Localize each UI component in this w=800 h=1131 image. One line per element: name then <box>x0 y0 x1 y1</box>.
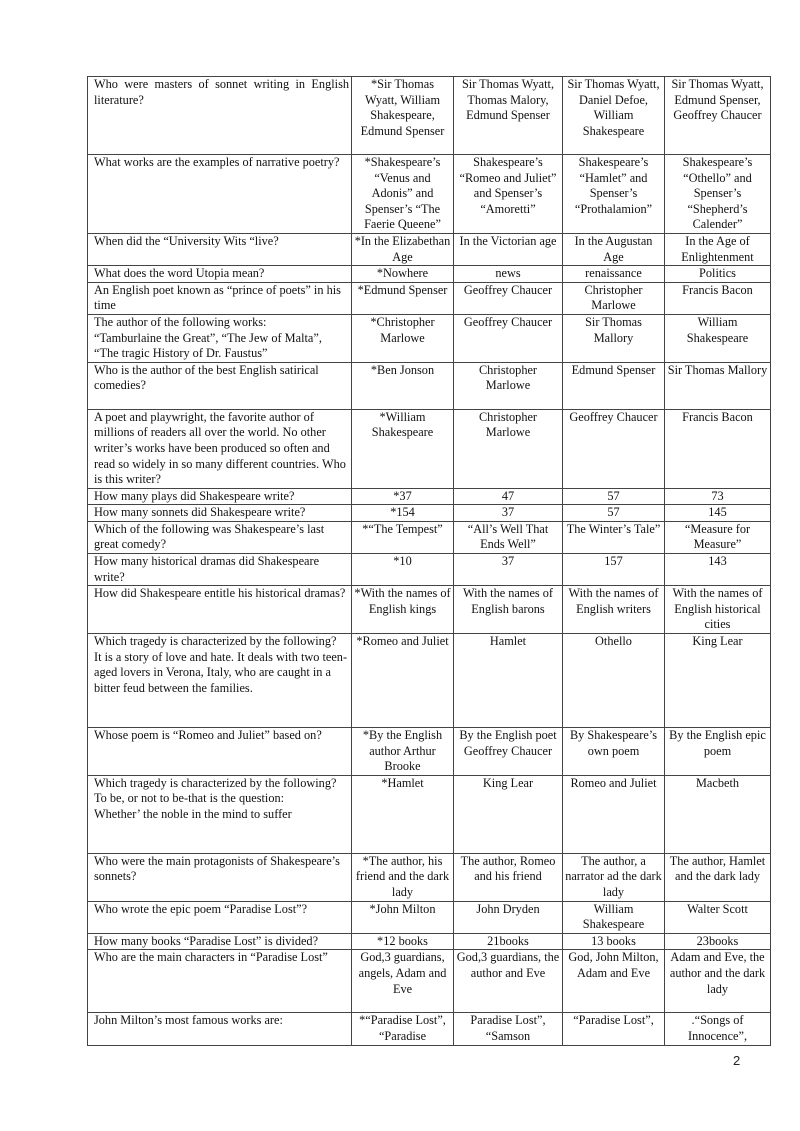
table-row <box>88 521 771 553</box>
answer-option-cell: Sir Thomas Wyatt, Daniel Defoe, William Shakespeare <box>563 77 665 155</box>
quiz-table-body <box>88 77 771 1046</box>
answer-option-cell: 145 <box>665 505 771 522</box>
answer-option-cell: *12 books <box>352 933 454 950</box>
answer-option-cell: Geoffrey Chaucer <box>454 314 563 362</box>
answer-option-cell: 13 books <box>563 933 665 950</box>
answer-option-cell: King Lear <box>454 775 563 853</box>
answer-option-cell: Francis Bacon <box>665 409 771 488</box>
answer-option-cell: 143 <box>665 554 771 586</box>
answer-option-cell: *William Shakespeare <box>352 409 454 488</box>
question-cell: How many historical dramas did Shakespeare write? <box>88 554 352 586</box>
answer-option-cell: Walter Scott <box>665 901 771 933</box>
answer-option-cell: In the Victorian age <box>454 233 563 265</box>
answer-option-cell: Sir Thomas Mallory <box>563 314 665 362</box>
answer-option-cell: By the English poet Geoffrey Chaucer <box>454 728 563 776</box>
table-row <box>88 853 771 901</box>
question-cell: What does the word Utopia mean? <box>88 266 352 283</box>
answer-option-cell: Othello <box>563 634 665 728</box>
question-cell: Whose poem is “Romeo and Juliet” based on? <box>88 728 352 776</box>
question-cell: John Milton’s most famous works are: <box>88 1013 352 1045</box>
answer-option-cell: By Shakespeare’s own poem <box>563 728 665 776</box>
answer-option-cell: “All’s Well That Ends Well” <box>454 521 563 553</box>
answer-option-cell: The author, Romeo and his friend <box>454 853 563 901</box>
answer-option-cell: 157 <box>563 554 665 586</box>
table-row <box>88 282 771 314</box>
table-row <box>88 266 771 283</box>
answer-option-cell: By the English epic poem <box>665 728 771 776</box>
answer-option-cell: The Winter’s Tale” <box>563 521 665 553</box>
table-row <box>88 634 771 728</box>
answer-option-cell: The author, a narrator ad the dark lady <box>563 853 665 901</box>
question-cell: Who are the main characters in “Paradise Lost” <box>88 950 352 1013</box>
answer-option-cell: *10 <box>352 554 454 586</box>
question-cell: An English poet known as “prince of poets” in his time <box>88 282 352 314</box>
answer-option-cell: Christopher Marlowe <box>454 362 563 409</box>
table-row <box>88 314 771 362</box>
answer-option-cell: Shakespeare’s “Romeo and Juliet” and Spenser’s “Amoretti” <box>454 155 563 234</box>
answer-option-cell: *Sir Thomas Wyatt, William Shakespeare, Edmund Spenser <box>352 77 454 155</box>
table-row <box>88 933 771 950</box>
answer-option-cell: *John Milton <box>352 901 454 933</box>
answer-option-cell: *The author, his friend and the dark lady <box>352 853 454 901</box>
answer-option-cell: Sir Thomas Mallory <box>665 362 771 409</box>
question-cell: How did Shakespeare entitle his historical dramas? <box>88 586 352 634</box>
question-cell: How many books “Paradise Lost” is divided? <box>88 933 352 950</box>
answer-option-cell: 47 <box>454 488 563 505</box>
table-row <box>88 554 771 586</box>
table-row <box>88 409 771 488</box>
answer-option-cell: In the Age of Enlightenment <box>665 233 771 265</box>
quiz-table <box>87 76 771 1046</box>
answer-option-cell: With the names of English barons <box>454 586 563 634</box>
answer-option-cell: Paradise Lost”, “Samson <box>454 1013 563 1045</box>
answer-option-cell: “Measure for Measure” <box>665 521 771 553</box>
question-cell: How many sonnets did Shakespeare write? <box>88 505 352 522</box>
answer-option-cell: Politics <box>665 266 771 283</box>
answer-option-cell: *“Paradise Lost”, “Paradise <box>352 1013 454 1045</box>
question-cell: Which tragedy is characterized by the following? It is a story of love and hate. It deals with two teen-aged lovers in Verona, Italy, who are caught in a bitter feud between the families. <box>88 634 352 728</box>
answer-option-cell: The author, Hamlet and the dark lady <box>665 853 771 901</box>
answer-option-cell: *Christopher Marlowe <box>352 314 454 362</box>
answer-option-cell: 57 <box>563 488 665 505</box>
answer-option-cell: 57 <box>563 505 665 522</box>
table-row <box>88 155 771 234</box>
answer-option-cell: 37 <box>454 554 563 586</box>
answer-option-cell: Edmund Spenser <box>563 362 665 409</box>
answer-option-cell: Geoffrey Chaucer <box>454 282 563 314</box>
answer-option-cell: Macbeth <box>665 775 771 853</box>
answer-option-cell: *Ben Jonson <box>352 362 454 409</box>
answer-option-cell: Christopher Marlowe <box>563 282 665 314</box>
question-cell: The author of the following works: “Tamburlaine the Great”, “The Jew of Malta”, “The tragic History of Dr. Faustus” <box>88 314 352 362</box>
table-row <box>88 362 771 409</box>
answer-option-cell: Christopher Marlowe <box>454 409 563 488</box>
answer-option-cell: *154 <box>352 505 454 522</box>
answer-option-cell: *37 <box>352 488 454 505</box>
answer-option-cell: renaissance <box>563 266 665 283</box>
question-cell: Who wrote the epic poem “Paradise Lost”? <box>88 901 352 933</box>
answer-option-cell: King Lear <box>665 634 771 728</box>
question-cell: What works are the examples of narrative poetry? <box>88 155 352 234</box>
answer-option-cell: *Shakespeare’s “Venus and Adonis” and Spenser’s “The Faerie Queene” <box>352 155 454 234</box>
answer-option-cell: God, John Milton, Adam and Eve <box>563 950 665 1013</box>
question-cell: Who were masters of sonnet writing in English literature? <box>88 77 352 155</box>
answer-option-cell: Adam and Eve, the author and the dark lady <box>665 950 771 1013</box>
question-cell: Who is the author of the best English satirical comedies? <box>88 362 352 409</box>
answer-option-cell: 37 <box>454 505 563 522</box>
table-row <box>88 233 771 265</box>
question-cell: How many plays did Shakespeare write? <box>88 488 352 505</box>
answer-option-cell: Geoffrey Chaucer <box>563 409 665 488</box>
answer-option-cell: Sir Thomas Wyatt, Edmund Spenser, Geoffrey Chaucer <box>665 77 771 155</box>
table-row <box>88 488 771 505</box>
page-number: 2 <box>733 1053 741 1068</box>
answer-option-cell: *Edmund Spenser <box>352 282 454 314</box>
answer-option-cell: *Nowhere <box>352 266 454 283</box>
answer-option-cell: Shakespeare’s “Othello” and Spenser’s “Shepherd’s Calender” <box>665 155 771 234</box>
answer-option-cell: John Dryden <box>454 901 563 933</box>
question-cell: Which of the following was Shakespeare’s last great comedy? <box>88 521 352 553</box>
answer-option-cell: In the Augustan Age <box>563 233 665 265</box>
table-row <box>88 775 771 853</box>
answer-option-cell: Sir Thomas Wyatt, Thomas Malory, Edmund Spenser <box>454 77 563 155</box>
answer-option-cell: With the names of English historical cities <box>665 586 771 634</box>
table-row <box>88 77 771 155</box>
answer-option-cell: God,3 guardians, the author and Eve <box>454 950 563 1013</box>
question-cell: When did the “University Wits “live? <box>88 233 352 265</box>
answer-option-cell: 23books <box>665 933 771 950</box>
answer-option-cell: With the names of English writers <box>563 586 665 634</box>
answer-option-cell: *Romeo and Juliet <box>352 634 454 728</box>
answer-option-cell: *By the English author Arthur Brooke <box>352 728 454 776</box>
answer-option-cell: 21books <box>454 933 563 950</box>
question-cell: Which tragedy is characterized by the following? To be, or not to be-that is the question: Whether’ the noble in the mind to suffer <box>88 775 352 853</box>
table-row <box>88 901 771 933</box>
table-row <box>88 586 771 634</box>
answer-option-cell: *Hamlet <box>352 775 454 853</box>
answer-option-cell: Hamlet <box>454 634 563 728</box>
answer-option-cell: Romeo and Juliet <box>563 775 665 853</box>
table-row <box>88 728 771 776</box>
answer-option-cell: 73 <box>665 488 771 505</box>
question-cell: A poet and playwright, the favorite author of millions of readers all over the world. No other writer’s works have been produced so often and read so widely in so many different countries. Who is this writer? <box>88 409 352 488</box>
answer-option-cell: William Shakespeare <box>665 314 771 362</box>
answer-option-cell: *“The Tempest” <box>352 521 454 553</box>
answer-option-cell: William Shakespeare <box>563 901 665 933</box>
answer-option-cell: “Paradise Lost”, <box>563 1013 665 1045</box>
answer-option-cell: God,3 guardians, angels, Adam and Eve <box>352 950 454 1013</box>
answer-option-cell: news <box>454 266 563 283</box>
answer-option-cell: Francis Bacon <box>665 282 771 314</box>
answer-option-cell: *With the names of English kings <box>352 586 454 634</box>
answer-option-cell: .“Songs of Innocence”, <box>665 1013 771 1045</box>
table-row <box>88 1013 771 1045</box>
answer-option-cell: *In the Elizabethan Age <box>352 233 454 265</box>
table-row <box>88 505 771 522</box>
table-row <box>88 950 771 1013</box>
answer-option-cell: Shakespeare’s “Hamlet” and Spenser’s “Prothalamion” <box>563 155 665 234</box>
question-cell: Who were the main protagonists of Shakespeare’s sonnets? <box>88 853 352 901</box>
